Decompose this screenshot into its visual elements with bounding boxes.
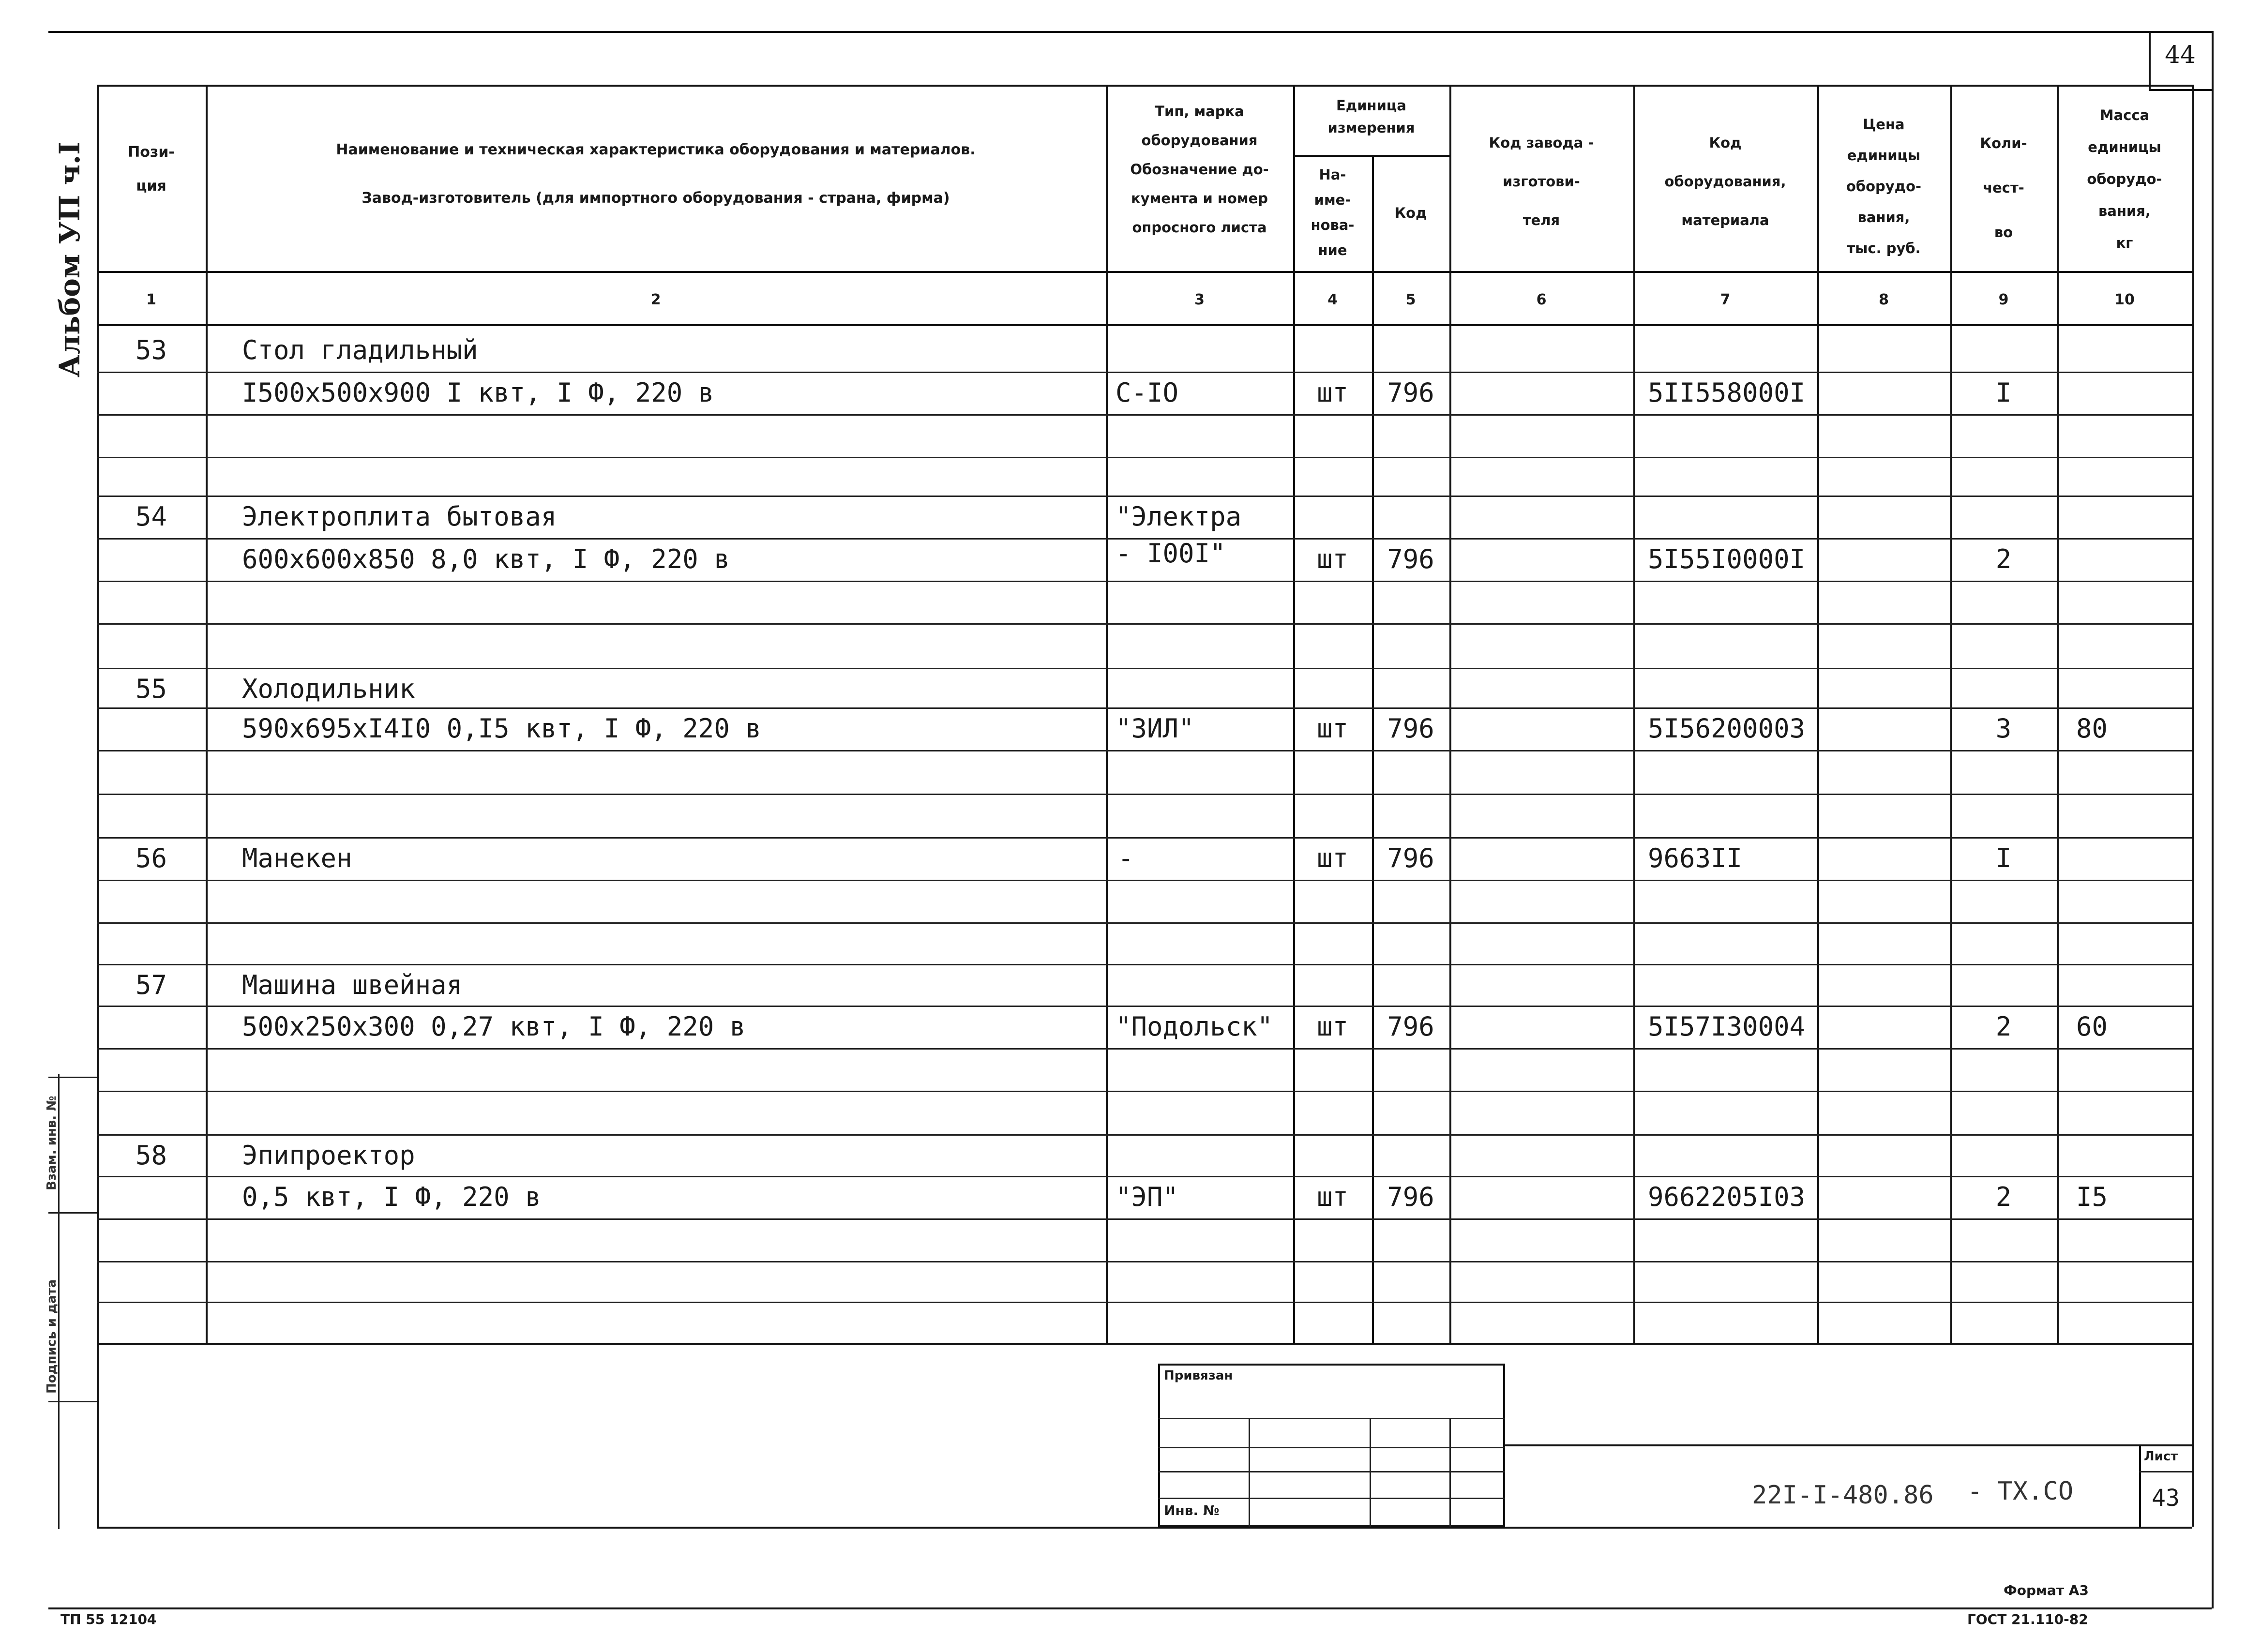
col-border-6 (1633, 85, 1635, 1343)
header-factory-code-line1: Код завода - (1489, 135, 1594, 151)
row-54-unit: шт (1316, 544, 1349, 574)
header-type-line2: оборудования (1141, 132, 1258, 149)
header-equipment-code (1633, 123, 1817, 240)
bound-vsep-3 (1449, 1418, 1451, 1527)
col-border-5 (1449, 85, 1451, 1343)
row-55-type: "ЗИЛ" (1115, 713, 1194, 744)
row-53-code: 5II558000I (1648, 377, 1806, 408)
col-border-9 (2057, 85, 2059, 1343)
row-line-12 (97, 880, 2192, 881)
footer-left: ТП 55 12104 (60, 1611, 157, 1627)
row-57-mass: 60 (2076, 1011, 2108, 1042)
row-line-5 (97, 581, 2192, 582)
header-unit-name-line4: ние (1318, 242, 1347, 258)
header-price-line3: оборудо- (1846, 178, 1922, 195)
header-qty-line1: Коли- (1980, 135, 2027, 151)
colnum-9: 9 (1998, 291, 2009, 308)
row-55-pos: 55 (135, 674, 167, 704)
colnum-3: 3 (1194, 291, 1205, 308)
header-qty (1950, 121, 2057, 255)
row-53-name: Стол гладильный (242, 335, 478, 365)
row-54-spec: 600x600x850 8,0 квт, I Ф, 220 в (242, 544, 730, 574)
header-mass (2057, 99, 2192, 259)
row-53-unit: шт (1316, 377, 1349, 408)
row-line-1 (97, 414, 2192, 416)
col-border-10 (2192, 85, 2194, 1527)
row-line-22 (97, 1302, 2192, 1303)
row-56-unit: шт (1316, 843, 1349, 873)
row-54-name: Электроплита бытовая (242, 501, 557, 532)
header-mass-line3: оборудо- (2087, 171, 2162, 187)
header-bottom (97, 271, 2192, 273)
side-stamp-sep-3 (48, 1401, 99, 1402)
row-55-mass: 80 (2076, 713, 2108, 744)
colnum-1: 1 (146, 291, 156, 308)
row-58-spec: 0,5 квт, I Ф, 220 в (242, 1182, 541, 1212)
header-mass-line2: единицы (2088, 139, 2161, 155)
row-line-6 (97, 623, 2192, 625)
row-57-spec: 500x250x300 0,27 квт, I Ф, 220 в (242, 1011, 746, 1042)
header-price-line5: тыс. руб. (1847, 240, 1921, 256)
row-line-17 (97, 1091, 2192, 1092)
colnum-7: 7 (1720, 291, 1731, 308)
row-57-code: 5I57I30004 (1648, 1011, 1806, 1042)
page-number-box-right (2212, 31, 2214, 1608)
row-54-unit-code: 796 (1387, 544, 1434, 574)
row-53-type: С-IO (1115, 377, 1179, 408)
colnum-8: 8 (1879, 291, 1889, 308)
row-54-pos: 54 (135, 501, 167, 532)
row-57-unit-code: 796 (1387, 1011, 1434, 1042)
bound-sep-4 (1158, 1498, 1505, 1499)
row-56-name: Манекен (242, 843, 352, 873)
side-inv-label: Взам. инв. № (45, 1096, 59, 1190)
row-55-spec: 590x695xI4I0 0,I5 квт, I Ф, 220 в (242, 713, 761, 744)
row-line-2 (97, 457, 2192, 458)
row-line-9 (97, 750, 2192, 751)
row-54-type-2: - I00I" (1115, 538, 1226, 569)
row-53-pos: 53 (135, 335, 167, 365)
header-unit-name-line1: На- (1319, 166, 1346, 183)
header-unit-line2: измерения (1327, 120, 1415, 136)
row-56-unit-code: 796 (1387, 843, 1434, 873)
header-mass-line4: вания, (2098, 203, 2151, 219)
row-line-20 (97, 1218, 2192, 1220)
row-line-21 (97, 1261, 2192, 1262)
unit-header-sep (1293, 155, 1449, 157)
bound-sep-3 (1158, 1471, 1505, 1472)
row-56-pos: 56 (135, 843, 167, 873)
header-type (1106, 97, 1293, 242)
header-unit-name-line2: име- (1314, 192, 1351, 208)
header-unit (1293, 94, 1449, 139)
doc-block-top (1505, 1444, 2192, 1446)
row-54-type-1: "Электра (1115, 501, 1242, 532)
bound-inv-label: Инв. № (1164, 1502, 1220, 1518)
header-name-line2: Завод-изготовитель (для импортного оборудования - страна, фирма) (362, 190, 950, 207)
header-factory-code-line2: изготови- (1503, 173, 1580, 190)
colnum-2: 2 (650, 291, 661, 308)
header-pos-line2: ция (136, 178, 166, 195)
row-53-qty: I (1995, 377, 2012, 408)
bound-sep-2 (1158, 1447, 1505, 1448)
header-mass-line5: кг (2116, 235, 2133, 251)
bound-sep-1 (1158, 1418, 1505, 1419)
row-line-13 (97, 922, 2192, 924)
header-unit-line1: Единица (1336, 97, 1406, 114)
row-56-qty: I (1995, 843, 2012, 873)
header-mass-line1: Масса (2099, 107, 2150, 123)
row-55-name: Холодильник (242, 674, 415, 704)
header-equipment-code-line3: материала (1681, 212, 1769, 228)
header-unit-code: Код (1394, 205, 1427, 221)
row-56-code: 9663II (1648, 843, 1743, 873)
row-line-16 (97, 1048, 2192, 1050)
colnum-6: 6 (1536, 291, 1547, 308)
bound-label: Привязан (1164, 1368, 1233, 1383)
doc-suffix: - ТХ.СО (1967, 1477, 2074, 1506)
header-unit-name-line3: нова- (1311, 217, 1355, 233)
header-type-line5: опросного листа (1132, 219, 1267, 236)
table-bottom (97, 1343, 2192, 1345)
header-unit-name (1293, 162, 1372, 263)
row-58-code: 9662205I03 (1648, 1182, 1806, 1212)
header-name-line1: Наименование и техническая характеристика оборудования и материалов. (336, 141, 976, 158)
footer-format: Формат А3 (2004, 1582, 2089, 1598)
colnum-5: 5 (1405, 291, 1416, 308)
sheet-box-sep (2139, 1471, 2192, 1472)
row-55-qty: 3 (1995, 713, 2012, 744)
row-54-code: 5I55I0000I (1648, 544, 1806, 574)
row-54-qty: 2 (1995, 544, 2012, 574)
header-equipment-code-line1: Код (1709, 135, 1742, 151)
row-line-10 (97, 794, 2192, 795)
row-58-qty: 2 (1995, 1182, 2012, 1212)
row-53-spec: I500x500x900 I квт, I Ф, 220 в (242, 377, 714, 408)
header-name (206, 126, 1106, 223)
side-sign-label: Подпись и дата (45, 1279, 59, 1394)
col-border-1 (206, 85, 208, 1343)
side-stamp-line (58, 1074, 60, 1529)
table-top (97, 85, 2192, 87)
header-factory-code (1449, 123, 1633, 240)
header-qty-line2: чест- (1983, 180, 2024, 196)
bound-vsep-1 (1249, 1418, 1250, 1527)
header-type-line3: Обозначение до- (1130, 161, 1269, 178)
page-number: 44 (2165, 41, 2196, 69)
colnum-4: 4 (1327, 291, 1338, 308)
footer-gost: ГОСТ 21.110-82 (1967, 1611, 2088, 1627)
header-type-line1: Тип, марка (1155, 103, 1244, 120)
header-price-line2: единицы (1847, 147, 1921, 164)
row-line-11 (97, 837, 2192, 839)
album-side-label: Альбом УП ч.I (53, 141, 86, 377)
header-price-line1: Цена (1863, 116, 1905, 133)
header-factory-code-line3: теля (1522, 212, 1560, 228)
row-57-qty: 2 (1995, 1011, 2012, 1042)
doc-code: 22I-I-480.86 (1752, 1481, 1934, 1510)
side-stamp-sep-2 (48, 1212, 99, 1214)
row-57-type: "Подольск" (1115, 1011, 1273, 1042)
footer-line (48, 1607, 2212, 1609)
top-border (48, 31, 2212, 33)
row-55-unit: шт (1316, 713, 1349, 744)
sheet-label: Лист (2144, 1449, 2178, 1464)
row-58-pos: 58 (135, 1140, 167, 1171)
header-pos (97, 135, 206, 203)
row-58-name: Эпипроектор (242, 1140, 415, 1171)
row-55-unit-code: 796 (1387, 713, 1434, 744)
colnum-10: 10 (2114, 291, 2135, 308)
row-58-mass: I5 (2076, 1182, 2108, 1212)
row-56-type: - (1118, 843, 1134, 873)
bound-vsep-2 (1370, 1418, 1371, 1527)
header-qty-line3: во (1994, 224, 2013, 240)
col-border-2 (1106, 85, 1108, 1343)
col-border-7 (1817, 85, 1819, 1343)
header-type-line4: кумента и номер (1131, 190, 1268, 207)
page-number-box-bottom (2149, 89, 2212, 91)
row-57-unit: шт (1316, 1011, 1349, 1042)
colnum-bottom (97, 324, 2192, 326)
row-58-type: "ЭП" (1115, 1182, 1179, 1212)
header-price (1817, 109, 1950, 264)
side-stamp-sep-1 (48, 1077, 99, 1078)
row-58-unit: шт (1316, 1182, 1349, 1212)
row-55-code: 5I56200003 (1648, 713, 1806, 744)
row-57-name: Машина швейная (242, 970, 463, 1000)
header-equipment-code-line2: оборудования, (1664, 173, 1786, 190)
header-pos-line1: Пози- (128, 144, 175, 161)
sheet-number: 43 (2152, 1485, 2180, 1512)
header-price-line4: вания, (1857, 209, 1910, 225)
frame-bottom (97, 1527, 2192, 1529)
row-57-pos: 57 (135, 970, 167, 1000)
row-53-unit-code: 796 (1387, 377, 1434, 408)
row-58-unit-code: 796 (1387, 1182, 1434, 1212)
